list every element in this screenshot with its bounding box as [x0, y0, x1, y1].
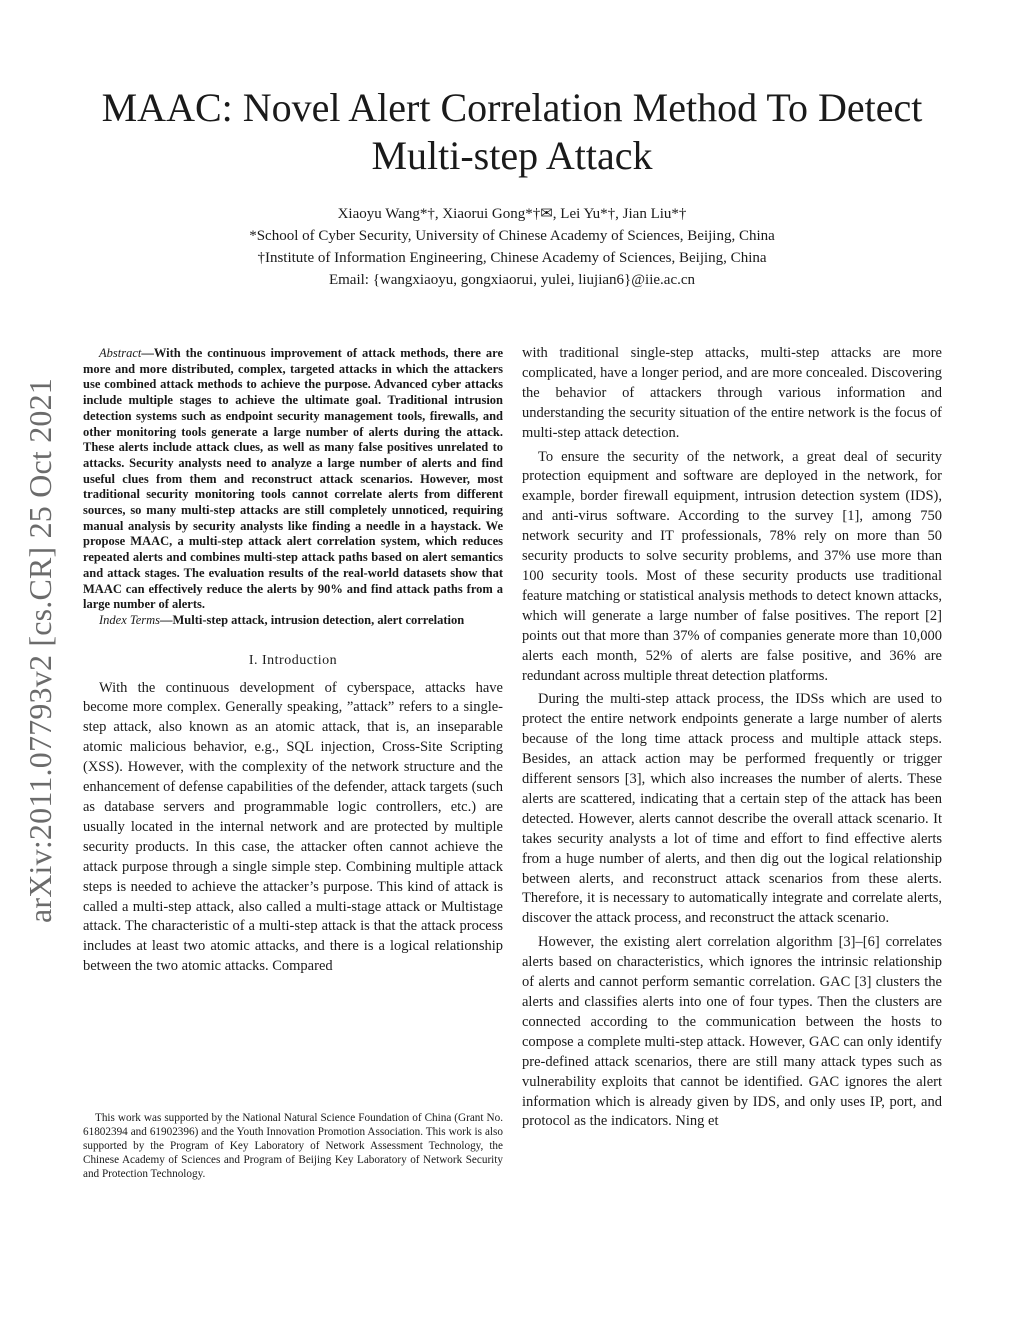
abstract-text: —With the continuous improvement of attack methods, there are more and more distributed, complex, targeted attacks in which the attackers use combined attack methods to achieve the purpose. Advanced cyber attacks include multiple stages to achieve the ultimate goal. Traditional intrusion detection systems such as endpoint security management tools, firewalls, and other monitoring tools generate a large number of alerts during the attack. These alerts include attack clues, as well as many false positives unrelated to attacks. Security analysts need to analyze a large number of alerts and find useful clues from them and reconstruct attack scenarios. However, most traditional security monitoring tools cannot correlate alerts from different sources, so many multi-step attacks are still completely unnoticed, requiring manual analysis by security analysts like finding a needle in a haystack. We propose MAAC, a multi-step attack alert correlation system, which reduces repeated alerts and combines multi-step attack paths based on alert semantics and attack stages. The evaluation results of the real-world datasets show that MAAC can effectively reduce the alerts by 90% and find attack paths from a large number of alerts. — [83, 346, 503, 612]
index-terms-text: —Multi-step attack, intrusion detection, alert correlation — [160, 612, 465, 627]
author-email: Email: {wangxiaoyu, gongxiaorui, yulei, liujian6}@iie.ac.cn — [328, 272, 696, 288]
paper-title — [60, 84, 964, 180]
right-paragraph-3: However, the existing alert correlation algorithm [3]–[6] correlates alerts based on characteristics, which ignores the intrinsic relationship of alerts and cannot perform semantic correlation. GAC [3] clusters the alerts and classifies alerts into one of four types. Then the clusters are connected according to the communication between the hosts to compose a complete multi-step attack. However, GAC can only identify pre-defined attack scenarios, there are still many attack types such as vulnerability exploits that cannot be identified. GAC ignores the alert information which is already given by IDS, and only uses IP, port, and protocol as the indicators. Ning et — [522, 934, 942, 1130]
arxiv-identifier — [20, 360, 62, 940]
right-paragraph-1: To ensure the security of the network, a great deal of security protection equipment and software are deployed in the network, for example, border firewall equipment, intrusion detection system (IDS), and anti-virus software. According to the survey [1], among 750 network security and IT professionals, 78% rely on more than 50 security products to solve security problems, and 37% use more than 100 security tools. Most of these security products use traditional feature matching or statistical analysis methods to detect known attacks, which will generate a large number of false positives. The report [2] points out that more than 37% of companies generate more than 10,000 alerts each month, 52% of alerts are false positive, and 36% are redundant across multiple threat detection platforms. — [522, 448, 942, 684]
right-paragraph-0: with traditional single-step attacks, multi-step attacks are more complicated, have a longer period, and are more concealed. Discovering the behavior of attackers through various information and understanding the security situation of the entire network is the focus of multi-step attack detection. — [522, 345, 942, 441]
title-line-2: Multi-step Attack — [371, 133, 653, 178]
affiliation-2: †Institute of Information Engineering, Chinese Academy of Sciences, Beijing, China — [257, 250, 767, 266]
index-terms-label: Index Terms — [99, 612, 160, 627]
left-column — [83, 346, 503, 977]
author-block — [100, 203, 924, 291]
affiliation-1: *School of Cyber Security, University of Chinese Academy of Sciences, Beijing, China — [249, 228, 775, 244]
funding-footnote: This work was supported by the National Natural Science Foundation of China (Grant No. 61802394 and 61902396) and the Youth Innovation Promotion Association. This work is also supported by the Program of Key Laboratory of Network Assessment Technology, the Chinese Academy of Sciences and Program of Beijing Key Laboratory of Network Security and Protection Technology. — [83, 1112, 503, 1180]
index-terms — [83, 613, 503, 629]
abstract — [83, 346, 503, 613]
section-heading: I. Introduction — [248, 652, 338, 668]
arxiv-identifier-text: arXiv:2011.07793v2 [cs.CR] 25 Oct 2021 — [22, 377, 59, 923]
intro-paragraph: With the continuous development of cyberspace, attacks have become more complex. Generally speaking, ”attack” refers to a single-step attack, also known as an atomic attack, that is, an inseparable atomic malicious behavior, e.g., SQL injection, Cross-Site Scripting (XSS). However, with the complexity of the network structure and the enhancement of defense capabilities of the defender, attack targets (such as database servers and programmable logic controllers, etc.) are usually located in the internal network and are protected by multiple security products. In this case, the attacker often cannot achieve the attack purpose through a single simple step. Combining multiple attack steps is needed to achieve the attacker’s purpose. This kind of attack is called a multi-step attack, also called a multi-stage attack or Multistage attack. The characteristic of a multi-step attack is that the attack process includes at least two atomic attacks, and there is a logical relationship between the two atomic attacks. Compared — [83, 679, 503, 975]
title-line-1: MAAC: Novel Alert Correlation Method To Detect — [101, 85, 923, 130]
abstract-label: Abstract — [99, 346, 142, 360]
author-names: Xiaoyu Wang*†, Xiaorui Gong*†✉, Lei Yu*†, Jian Liu*† — [337, 206, 687, 222]
right-paragraph-2: During the multi-step attack process, the IDSs which are used to protect the entire network endpoints generate a large number of alerts because of the long time attack process and multiple attack steps. Besides, an attack action may be performed frequently or trigger different sensors [3], which also increases the number of alerts. These alerts are scattered, indicating that a certain step of the attack has been detected. However, alerts cannot describe the overall attack scenario. It takes security analysts a lot of time and effort to find effective alerts from a huge number of alerts, and then dig out the logical relationship between alerts, and reconstruct attack scenarios from these alerts. Therefore, it is necessary to automatically integrate and correlate alerts, discover the attack process, and reconstruct the attack scenario. — [522, 691, 942, 927]
right-column — [522, 344, 942, 1132]
